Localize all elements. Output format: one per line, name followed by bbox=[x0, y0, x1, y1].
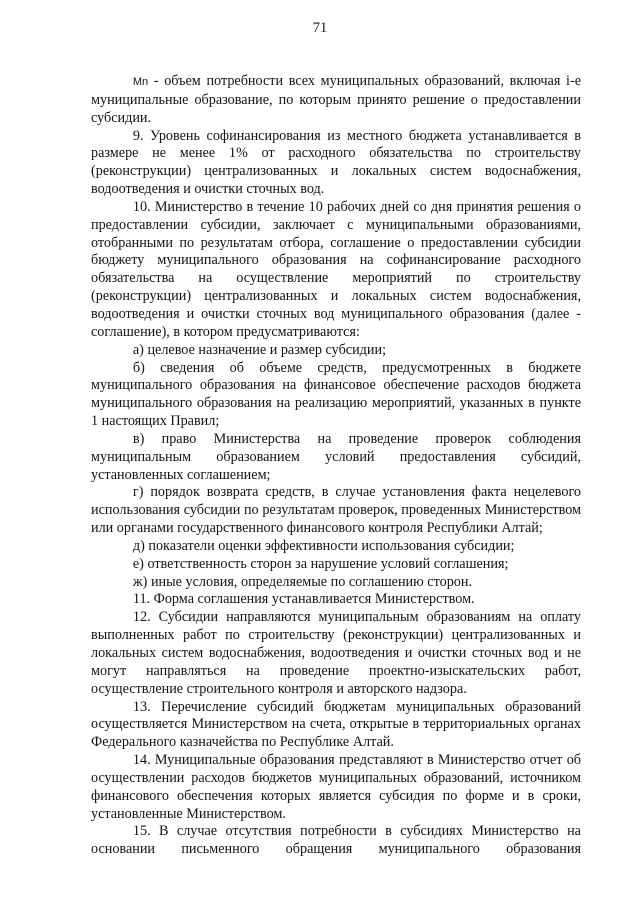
mn-symbol: Mn bbox=[132, 76, 149, 88]
paragraph-text: - объем потребности всех муниципальных образований, включая i-е муниципальные образование, по которым принято решение о предоставлении субсидии. bbox=[91, 73, 581, 126]
list-item-d: д) показатели оценки эффективности использования субсидии; bbox=[132, 537, 515, 554]
list-item-zh: ж) иные условия, определяемые по соглашению сторон. bbox=[132, 573, 473, 590]
list-item-b: б) сведения об объеме средств, предусмотренных в бюджете муниципального образования на финансовое обеспечение расходов бюджета муниципального образования на реализацию мероприятий, указанных в пункте 1 настоящих Правил; bbox=[91, 359, 581, 430]
list-item-a: а) целевое назначение и размер субсидии; bbox=[132, 341, 387, 358]
paragraph-13: 13. Перечисление субсидий бюджетам муниципальных образований осуществляется Министерством на счета, открытые в территориальных органах Федерального казначейства по Республике Алтай. bbox=[91, 698, 581, 751]
paragraph-11: 11. Форма соглашения устанавливается Министерством. bbox=[132, 591, 475, 608]
document-body bbox=[91, 73, 581, 859]
paragraph-9: 9. Уровень софинансирования из местного бюджета устанавливается в размере не менее 1% от расходного обязательства по строительству (реконструкции) централизованных и локальных систем водоснабжения, водоотведения и очистки сточных вод. bbox=[91, 127, 581, 198]
list-item-e: е) ответственность сторон за нарушение условий соглашения; bbox=[132, 555, 509, 572]
paragraph-12: 12. Субсидии направляются муниципальным образованиям на оплату выполненных работ по строительству (реконструкции) централизованных и локальных систем водоснабжения, водоотведения и очистки сточных вод и не могут направляться на проведение проектно-изыскательских работ, осуществление строительного контроля и авторского надзора. bbox=[91, 609, 581, 697]
page-number: 71 bbox=[312, 20, 328, 36]
paragraph-mn-definition bbox=[91, 73, 581, 128]
paragraph-15: 15. В случае отсутствия потребности в субсидиях Министерство на основании письменного обращения муниципального образования bbox=[91, 823, 581, 858]
list-item-v: в) право Министерства на проведение проверок соблюдения муниципальным образованием условий предоставления субсидий, установленных соглашением; bbox=[91, 430, 581, 483]
paragraph-14: 14. Муниципальные образования представляют в Министерство отчет об осуществлении расходов бюджетов муниципальных образований, источником финансового обеспечения которых является субсидия по форме и в сроки, установленные Министерством. bbox=[91, 752, 581, 822]
list-item-g: г) порядок возврата средств, в случае установления факта нецелевого использования субсидии по результатам проверок, проведенных Министерством или органами государственного финансового контроля Республики Алтай; bbox=[91, 484, 581, 537]
paragraph-10: 10. Министерство в течение 10 рабочих дней со дня принятия решения о предоставлении субсидии, заключает с муниципальными образованиями, отобранными по результатам отбора, соглашение о предоставлении субсидии бюджету муниципального образования на софинансирование расходного обязательства на осуществление мероприятий по строительству (реконструкции) централизованных и локальных систем водоснабжения, водоотведения и очистки сточных вод муниципального образования (далее - соглашение), в котором предусматриваются: bbox=[91, 198, 581, 340]
